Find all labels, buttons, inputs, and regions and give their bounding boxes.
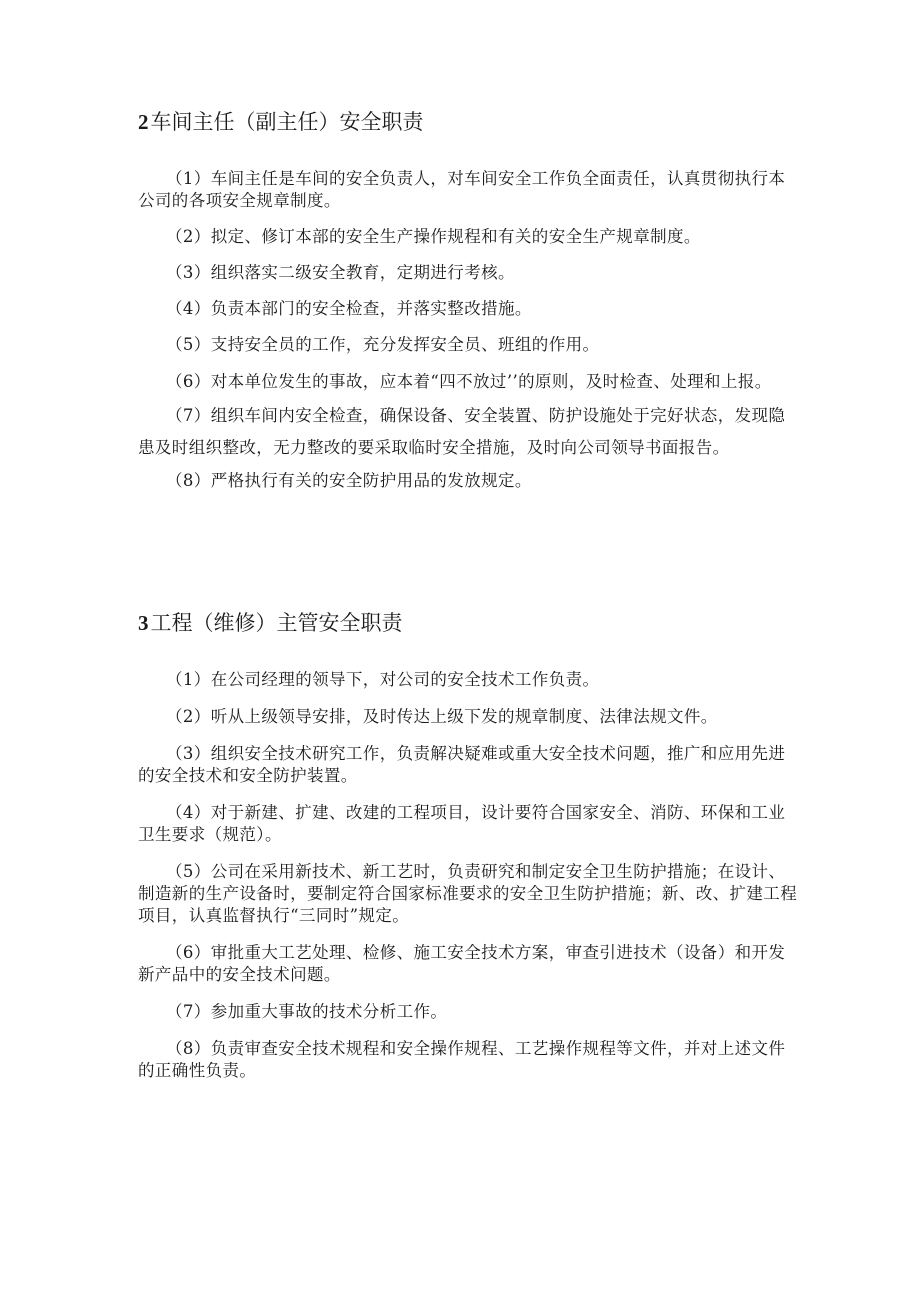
list-item: （2）听从上级领导安排，及时传达上级下发的规章制度、法律法规文件。 [166,707,718,726]
list-item: （4）负责本部门的安全检查，并落实整改措施。 [166,299,532,318]
section-workshop-director [138,106,798,506]
list-item: （1）车间主任是车间的安全负责人，对车间安全工作负全面责任，认真贯彻执行本公司的各项安全规章制度。 [138,169,786,210]
section-title: 工程（维修）主管安全职责 [150,611,403,635]
section-title: 车间主任（副主任）安全职责 [150,110,424,134]
section-number: 2 [138,110,149,134]
list-item: （7）参加重大事故的技术分析工作。 [166,1002,448,1021]
list-item: （3）组织落实二级安全教育，定期进行考核。 [166,263,515,282]
section-number: 3 [138,611,149,635]
list-item: （8）严格执行有关的安全防护用品的发放规定。 [166,471,532,490]
section-heading [138,106,798,138]
list-item: （3）组织安全技术研究工作，负责解决疑难或重大安全技术问题，推广和应用先进的安全技术和安全防护装置。 [138,744,786,785]
list-item: （8）负责审查安全技术规程和安全操作规程、工艺操作规程等文件，并对上述文件的正确性负责。 [138,1039,786,1080]
list-item: （7）组织车间内安全检查，确保设备、安全装置、防护设施处于完好状态，发现隐患及时组织整改，无力整改的要采取临时安全措施，及时向公司领导书面报告。 [138,406,786,457]
list-item: （4）对于新建、扩建、改建的工程项目，设计要符合国家安全、消防、环保和工业卫生要求（规范）。 [138,803,786,844]
list-item: （5）公司在采用新技术、新工艺时，负责研究和制定安全卫生防护措施；在设计、制造新的生产设备时，要制定符合国家标准要求的安全卫生防护措施；新、改、扩建工程项目，认真监督执行“三同时”规定。 [138,862,798,925]
section-heading [138,607,798,639]
list-item: （5）支持安全员的工作，充分发挥安全员、班组的作用。 [166,335,600,354]
list-item: （1）在公司经理的领导下，对公司的安全技术工作负责。 [166,670,600,689]
list-item: （6）审批重大工艺处理、检修、施工安全技术方案，审查引进技术（设备）和开发新产品中的安全技术问题。 [138,943,786,984]
list-item: （6）对本单位发生的事故，应本着“四不放过’’的原则，及时检查、处理和上报。 [166,372,772,391]
section-engineering-supervisor [138,607,798,1097]
list-item: （2）拟定、修订本部的安全生产操作规程和有关的安全生产规章制度。 [166,227,701,246]
